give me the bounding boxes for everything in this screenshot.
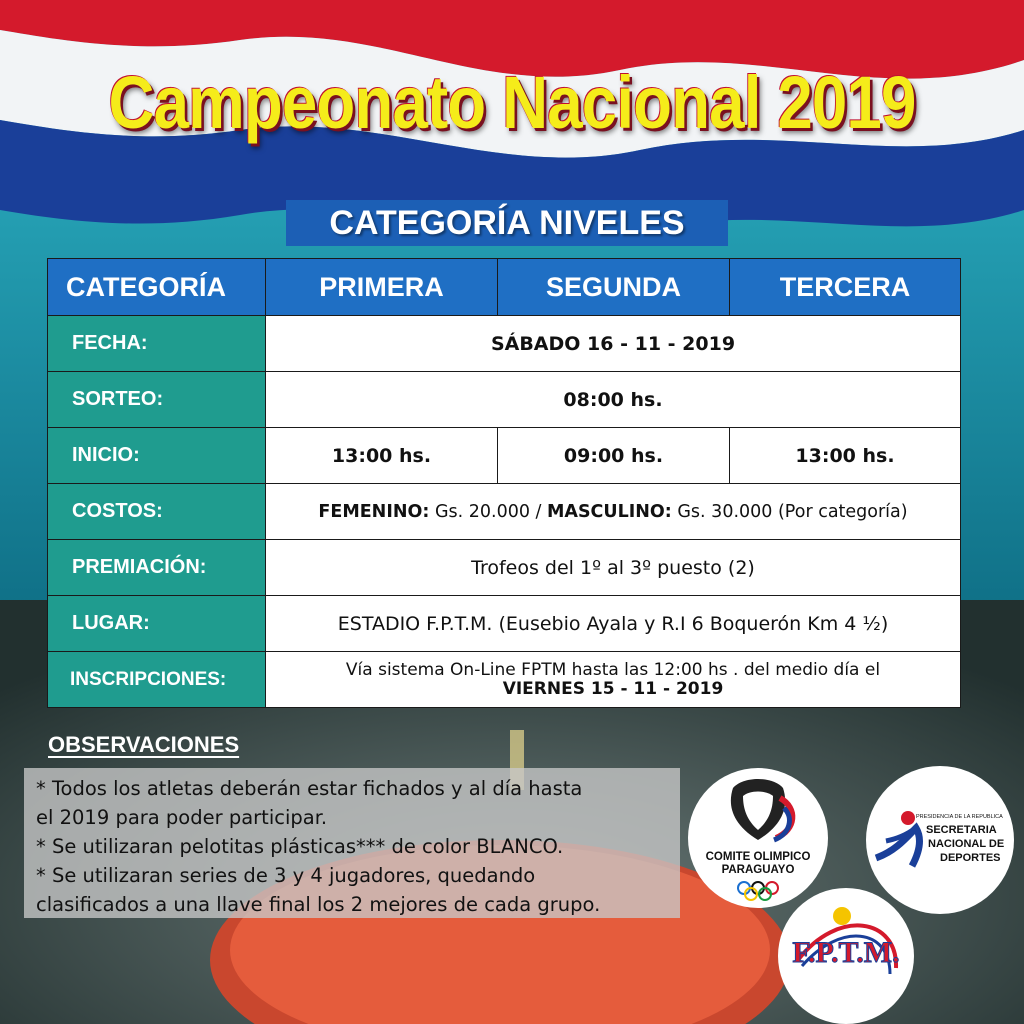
table-row — [48, 428, 961, 484]
table-row — [48, 652, 961, 708]
observacion-line: * Todos los atletas deberán estar fichados y al día hasta — [36, 777, 583, 800]
snd-line2: NACIONAL DE — [928, 838, 1005, 850]
observaciones-box — [24, 768, 680, 918]
value-inscripciones — [266, 652, 961, 708]
value-inicio-primera: 13:00 hs. — [266, 428, 498, 484]
page-title: Campeonato Nacional 2019 — [108, 61, 916, 144]
table-row — [48, 484, 961, 540]
header-tercera: TERCERA — [730, 259, 961, 316]
header-categoria: CATEGORÍA — [48, 259, 266, 316]
snd-line1: SECRETARIA — [926, 824, 997, 836]
snd-line3: DEPORTES — [940, 852, 1001, 864]
table-row — [48, 596, 961, 652]
label-fecha: FECHA: — [48, 316, 266, 372]
value-inicio-segunda: 09:00 hs. — [498, 428, 730, 484]
observacion-line: * Se utilizaran pelotitas plásticas*** de color BLANCO. — [36, 835, 564, 858]
value-inicio-tercera: 13:00 hs. — [730, 428, 961, 484]
inscripciones-line1: Vía sistema On-Line FPTM hasta las 12:00 hs . del medio día el — [345, 659, 881, 680]
table-header-row — [48, 259, 961, 316]
table-row — [48, 316, 961, 372]
fptm-logo — [778, 888, 914, 1024]
lion-icon — [688, 768, 828, 908]
observacion-line: el 2019 para poder participar. — [36, 806, 328, 829]
costos-femenino-label: FEMENINO: — [318, 501, 430, 522]
value-premiacion: Trofeos del 1º al 3º puesto (2) — [266, 540, 961, 596]
observacion-line: clasificados a una llave final los 2 mejores de cada grupo. — [36, 893, 601, 916]
label-costos: COSTOS: — [48, 484, 266, 540]
observacion-line: * Se utilizaran series de 3 y 4 jugadores, quedando — [36, 864, 536, 887]
header-primera: PRIMERA — [266, 259, 498, 316]
value-sorteo: 08:00 hs. — [266, 372, 961, 428]
category-subtitle: CATEGORÍA NIVELES — [286, 200, 728, 246]
header-segunda: SEGUNDA — [498, 259, 730, 316]
label-inscripciones: INSCRIPCIONES: — [48, 652, 266, 708]
label-premiacion: PREMIACIÓN: — [48, 540, 266, 596]
coc-name-line1: COMITE OLIMPICO — [705, 851, 811, 863]
inscripciones-line2: VIERNES 15 - 11 - 2019 — [502, 678, 724, 699]
schedule-table — [47, 258, 961, 708]
value-costos — [266, 484, 961, 540]
table-row — [48, 372, 961, 428]
snd-top-text: PRESIDENCIA DE LA REPUBLICA — [916, 814, 1003, 820]
table-row — [48, 540, 961, 596]
costos-masculino-label: MASCULINO: — [547, 501, 672, 522]
label-inicio: INICIO: — [48, 428, 266, 484]
coc-logo — [688, 768, 828, 908]
costos-femenino-value: Gs. 20.000 / — [429, 501, 547, 522]
coc-name-line2: PARAGUAYO — [721, 864, 795, 876]
value-fecha: SÁBADO 16 - 11 - 2019 — [266, 316, 961, 372]
label-lugar: LUGAR: — [48, 596, 266, 652]
observaciones-title: OBSERVACIONES — [48, 732, 240, 757]
costos-masculino-value: Gs. 30.000 (Por categoría) — [671, 501, 908, 522]
label-sorteo: SORTEO: — [48, 372, 266, 428]
fptm-text: F.P.T.M. — [792, 936, 900, 969]
value-lugar: ESTADIO F.P.T.M. (Eusebio Ayala y R.I 6 Boquerón Km 4 ½) — [266, 596, 961, 652]
